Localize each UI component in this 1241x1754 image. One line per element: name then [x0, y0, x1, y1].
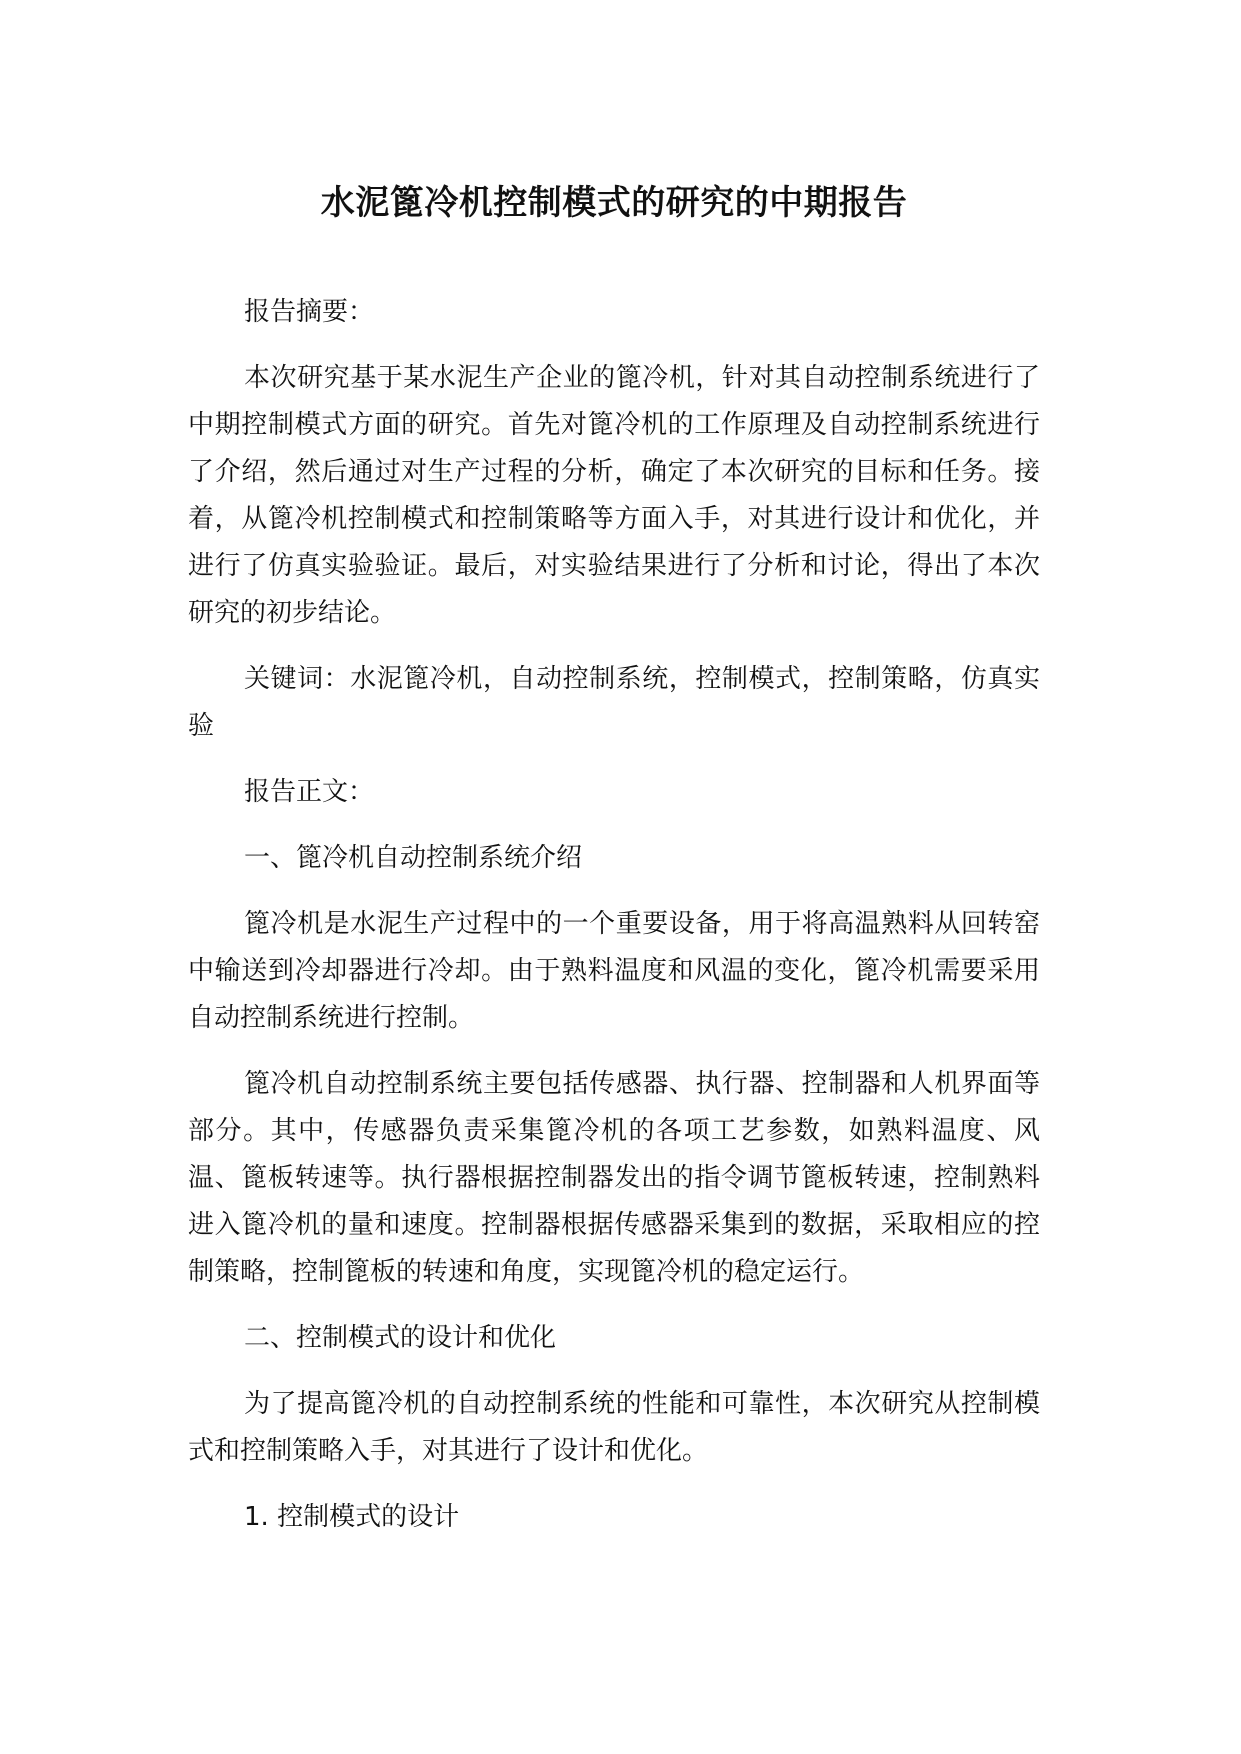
section-1-heading: 一、篦冷机自动控制系统介绍	[244, 843, 583, 873]
section-2-heading: 二、控制模式的设计和优化	[244, 1323, 557, 1353]
abstract-heading: 报告摘要：	[244, 297, 375, 327]
abstract-paragraph: 本次研究基于某水泥生产企业的篦冷机，针对其自动控制系统进行了中期控制模式方面的研究。首先对篦冷机的工作原理及自动控制系统进行了介绍，然后通过对生产过程的分析，确定了本次研究的目标和任务。接着，从篦冷机控制模式和控制策略等方面入手，对其进行设计和优化，并进行了仿真实验验证。最后，对实验结果进行了分析和讨论，得出了本次研究的初步结论。	[188, 363, 1040, 628]
subsection-1-heading: 1. 控制模式的设计	[244, 1502, 460, 1532]
document-body	[188, 289, 1040, 1541]
section-2-paragraph-1: 为了提高篦冷机的自动控制系统的性能和可靠性，本次研究从控制模式和控制策略入手，对其进行了设计和优化。	[188, 1389, 1040, 1466]
body-heading: 报告正文：	[244, 777, 375, 807]
document-title: 水泥篦冷机控制模式的研究的中期报告	[320, 183, 908, 223]
keywords-paragraph: 关键词：水泥篦冷机，自动控制系统，控制模式，控制策略，仿真实验	[188, 664, 1040, 741]
section-1-paragraph-1: 篦冷机是水泥生产过程中的一个重要设备，用于将高温熟料从回转窑中输送到冷却器进行冷却。由于熟料温度和风温的变化，篦冷机需要采用自动控制系统进行控制。	[188, 909, 1040, 1033]
section-1-paragraph-2: 篦冷机自动控制系统主要包括传感器、执行器、控制器和人机界面等部分。其中，传感器负责采集篦冷机的各项工艺参数，如熟料温度、风温、篦板转速等。执行器根据控制器发出的指令调节篦板转速，控制熟料进入篦冷机的量和速度。控制器根据传感器采集到的数据，采取相应的控制策略，控制篦板的转速和角度，实现篦冷机的稳定运行。	[188, 1069, 1040, 1287]
